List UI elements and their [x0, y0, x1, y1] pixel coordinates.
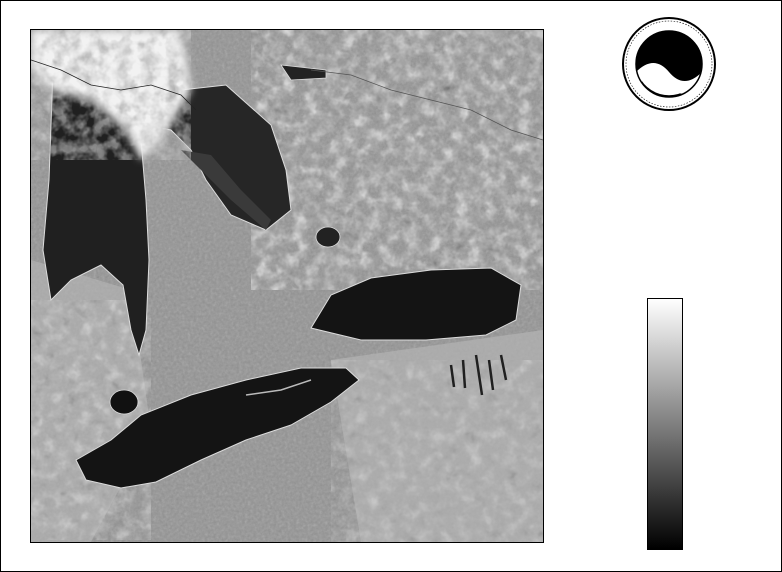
lake-st-clair: [110, 390, 138, 414]
noaa-logo-icon: [619, 14, 719, 114]
great-lakes-image: [31, 30, 543, 542]
lake-simcoe: [316, 227, 340, 247]
colorbar: [647, 298, 683, 550]
satellite-map: [30, 29, 544, 543]
